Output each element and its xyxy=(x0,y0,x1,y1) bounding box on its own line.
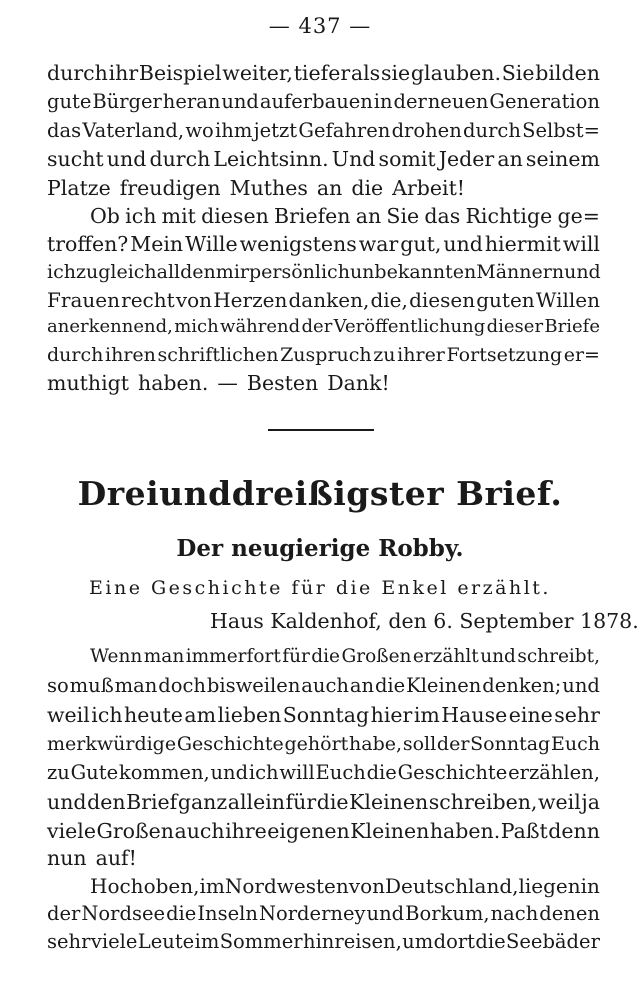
text-line: durch ihren schriftlichen Zuspruch zu ihrer Fortsetzung er= xyxy=(47,344,600,366)
dateline: Haus Kaldenhof, den 6. September 1878. xyxy=(210,609,639,633)
text-line: troffen? Mein Wille wenigstens war gut, und hiermit will xyxy=(47,232,600,256)
text-line: anerkennend, mich während der Veröffentlichung dieser Briefe xyxy=(47,316,600,337)
section-divider xyxy=(268,429,374,431)
text-line: der Nordsee die Inseln Norderney und Borkum, nach denen xyxy=(47,902,600,925)
letter-heading: Dreiunddreißigster Brief. xyxy=(77,474,563,513)
letter-subtitle: Eine Geschichte für die Enkel erzählt. xyxy=(89,577,551,599)
text-line: sucht und durch Leichtsinn. Und somit Jeder an seinem xyxy=(47,147,600,171)
page-number: — 437 — xyxy=(268,14,372,38)
text-line: das Vaterland, wo ihm jetzt Gefahren drohen durch Selbst= xyxy=(47,119,600,142)
text-line: Wenn man immerfort für die Großen erzählt und schreibt, xyxy=(90,646,600,667)
text-line: sehr viele Leute im Sommer hinreisen, um dort die Seebäder xyxy=(47,930,600,953)
text-line: so muß man doch bisweilen auch an die Kleinen denken; und xyxy=(47,674,600,697)
text-line: ich zugleich all den mir persönlich unbekannten Männern und xyxy=(47,261,601,283)
text-line: durch ihr Beispiel weiter, tiefer als sie glauben. Sie bilden xyxy=(47,61,600,85)
text-line: Ob ich mit diesen Briefen an Sie das Richtige ge= xyxy=(90,204,600,228)
text-line: zu Gute kommen, und ich will Euch die Geschichte erzählen, xyxy=(47,761,600,784)
text-line: gute Bürger heran und auferbauen in der neuen Generation xyxy=(47,90,600,113)
text-line: Frauen recht von Herzen danken, die, diesen guten Willen xyxy=(47,288,600,312)
letter-title: Der neugierige Robby. xyxy=(176,535,464,562)
text-line: muthigt haben. — Besten Dank! xyxy=(47,371,390,395)
text-line: nun auf! xyxy=(47,846,137,870)
text-line: Platze freudigen Muthes an die Arbeit! xyxy=(47,176,466,200)
text-line: Hoch oben, im Nordwesten von Deutschland, liegen in xyxy=(90,874,600,898)
text-line: weil ich heute am lieben Sonntag hier im Hause eine sehr xyxy=(47,703,600,727)
text-line: und den Brief ganz allein für die Kleinen schreiben, weil ja xyxy=(47,790,600,814)
text-line: merkwürdige Geschichte gehört habe, soll der Sonntag Euch xyxy=(47,733,600,755)
text-line: viele Großen auch ihre eigenen Kleinen haben. Paßt denn xyxy=(47,819,600,843)
